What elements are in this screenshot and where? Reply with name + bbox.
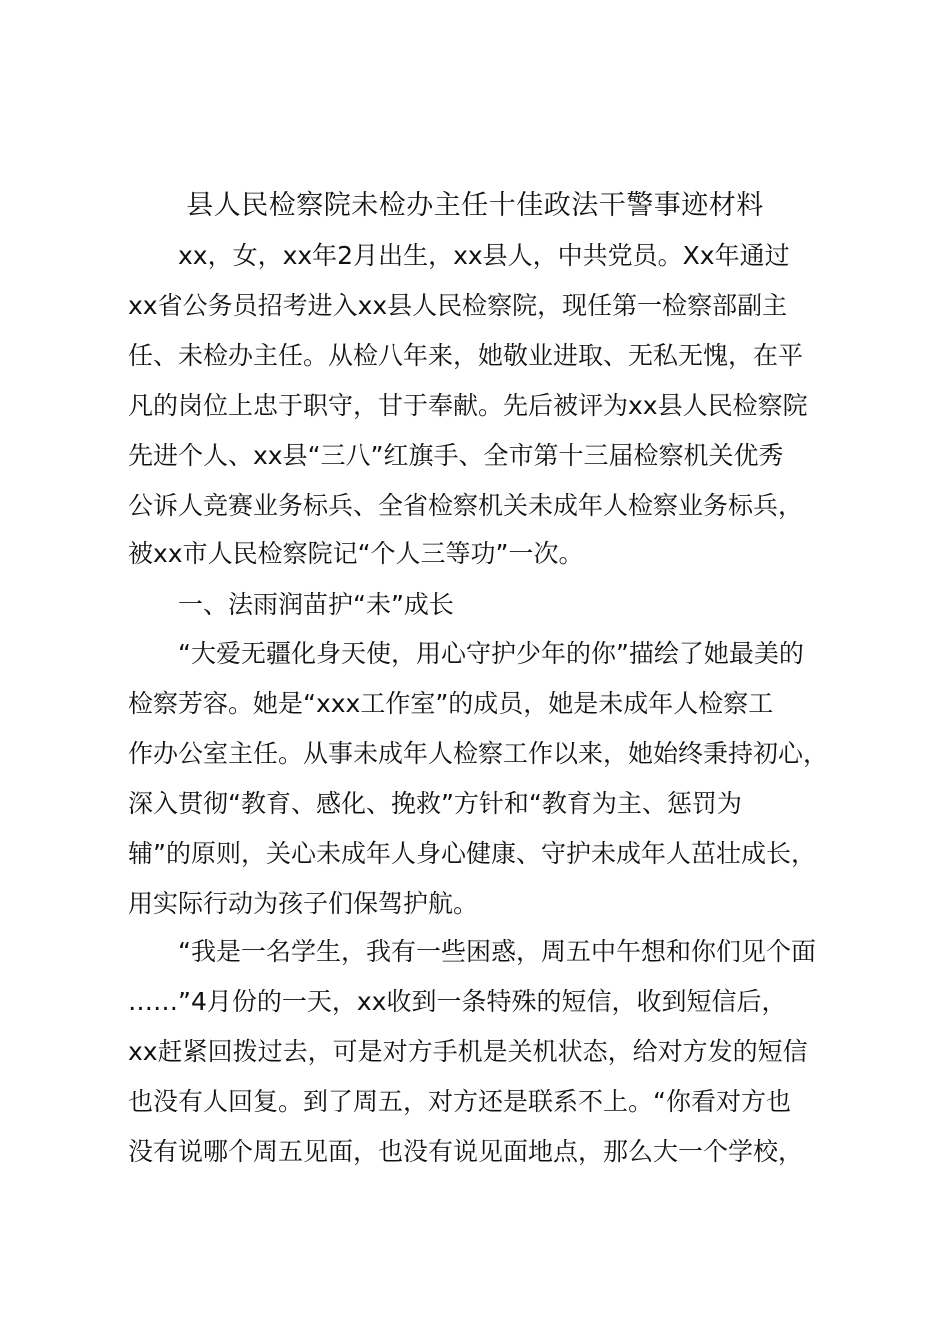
paragraph-line: 深入贯彻“教育、感化、挽救”方针和“教育为主、惩罚为 [128, 789, 742, 818]
paragraph-line: 凡的岗位上忠于职守，甘于奉献。先后被评为xx县人民检察院 [128, 391, 808, 420]
paragraph-line: 没有说哪个周五见面，也没有说见面地点，那么大一个学校， [128, 1137, 804, 1166]
paragraph-line: “我是一名学生，我有一些困惑，周五中午想和你们见个面 [178, 937, 816, 966]
paragraph-line: 检察芳容。她是“xxx工作室”的成员，她是未成年人检察工 [128, 689, 774, 718]
paragraph-line: “大爱无疆化身天使，用心守护少年的你”描绘了她最美的 [178, 639, 804, 668]
paragraph-line: 被xx市人民检察院记“个人三等功”一次。 [128, 539, 584, 568]
paragraph-line: 先进个人、xx县“三八”红旗手、全市第十三届检察机关优秀 [128, 441, 784, 470]
paragraph-line: 作办公室主任。从事未成年人检察工作以来，她始终秉持初心， [128, 739, 829, 768]
document-title: 县人民检察院未检办主任十佳政法干警事迹材料 [186, 190, 764, 221]
paragraph-line: 也没有人回复。到了周五，对方还是联系不上。“你看对方也 [128, 1087, 791, 1116]
paragraph-line: 辅”的原则，关心未成年人身心健康、守护未成年人茁壮成长， [128, 839, 816, 868]
paragraph-line: 用实际行动为孩子们保驾护航。 [128, 889, 479, 918]
paragraph-line: xx，女，xx年2月出生，xx县人，中共党员。Xx年通过 [178, 241, 790, 270]
paragraph-line: 公诉人竞赛业务标兵、全省检察机关未成年人检察业务标兵， [128, 491, 804, 520]
section-heading: 一、法雨润苗护“未”成长 [178, 590, 454, 619]
paragraph-line: 任、未检办主任。从检八年来，她敬业进取、无私无愧，在平 [128, 341, 804, 370]
paragraph-line: ……”4月份的一天，xx收到一条特殊的短信，收到短信后， [128, 987, 787, 1016]
paragraph-line: xx赶紧回拨过去，可是对方手机是关机状态，给对方发的短信 [128, 1037, 808, 1066]
paragraph-line: xx省公务员招考进入xx县人民检察院，现任第一检察部副主 [128, 291, 788, 320]
